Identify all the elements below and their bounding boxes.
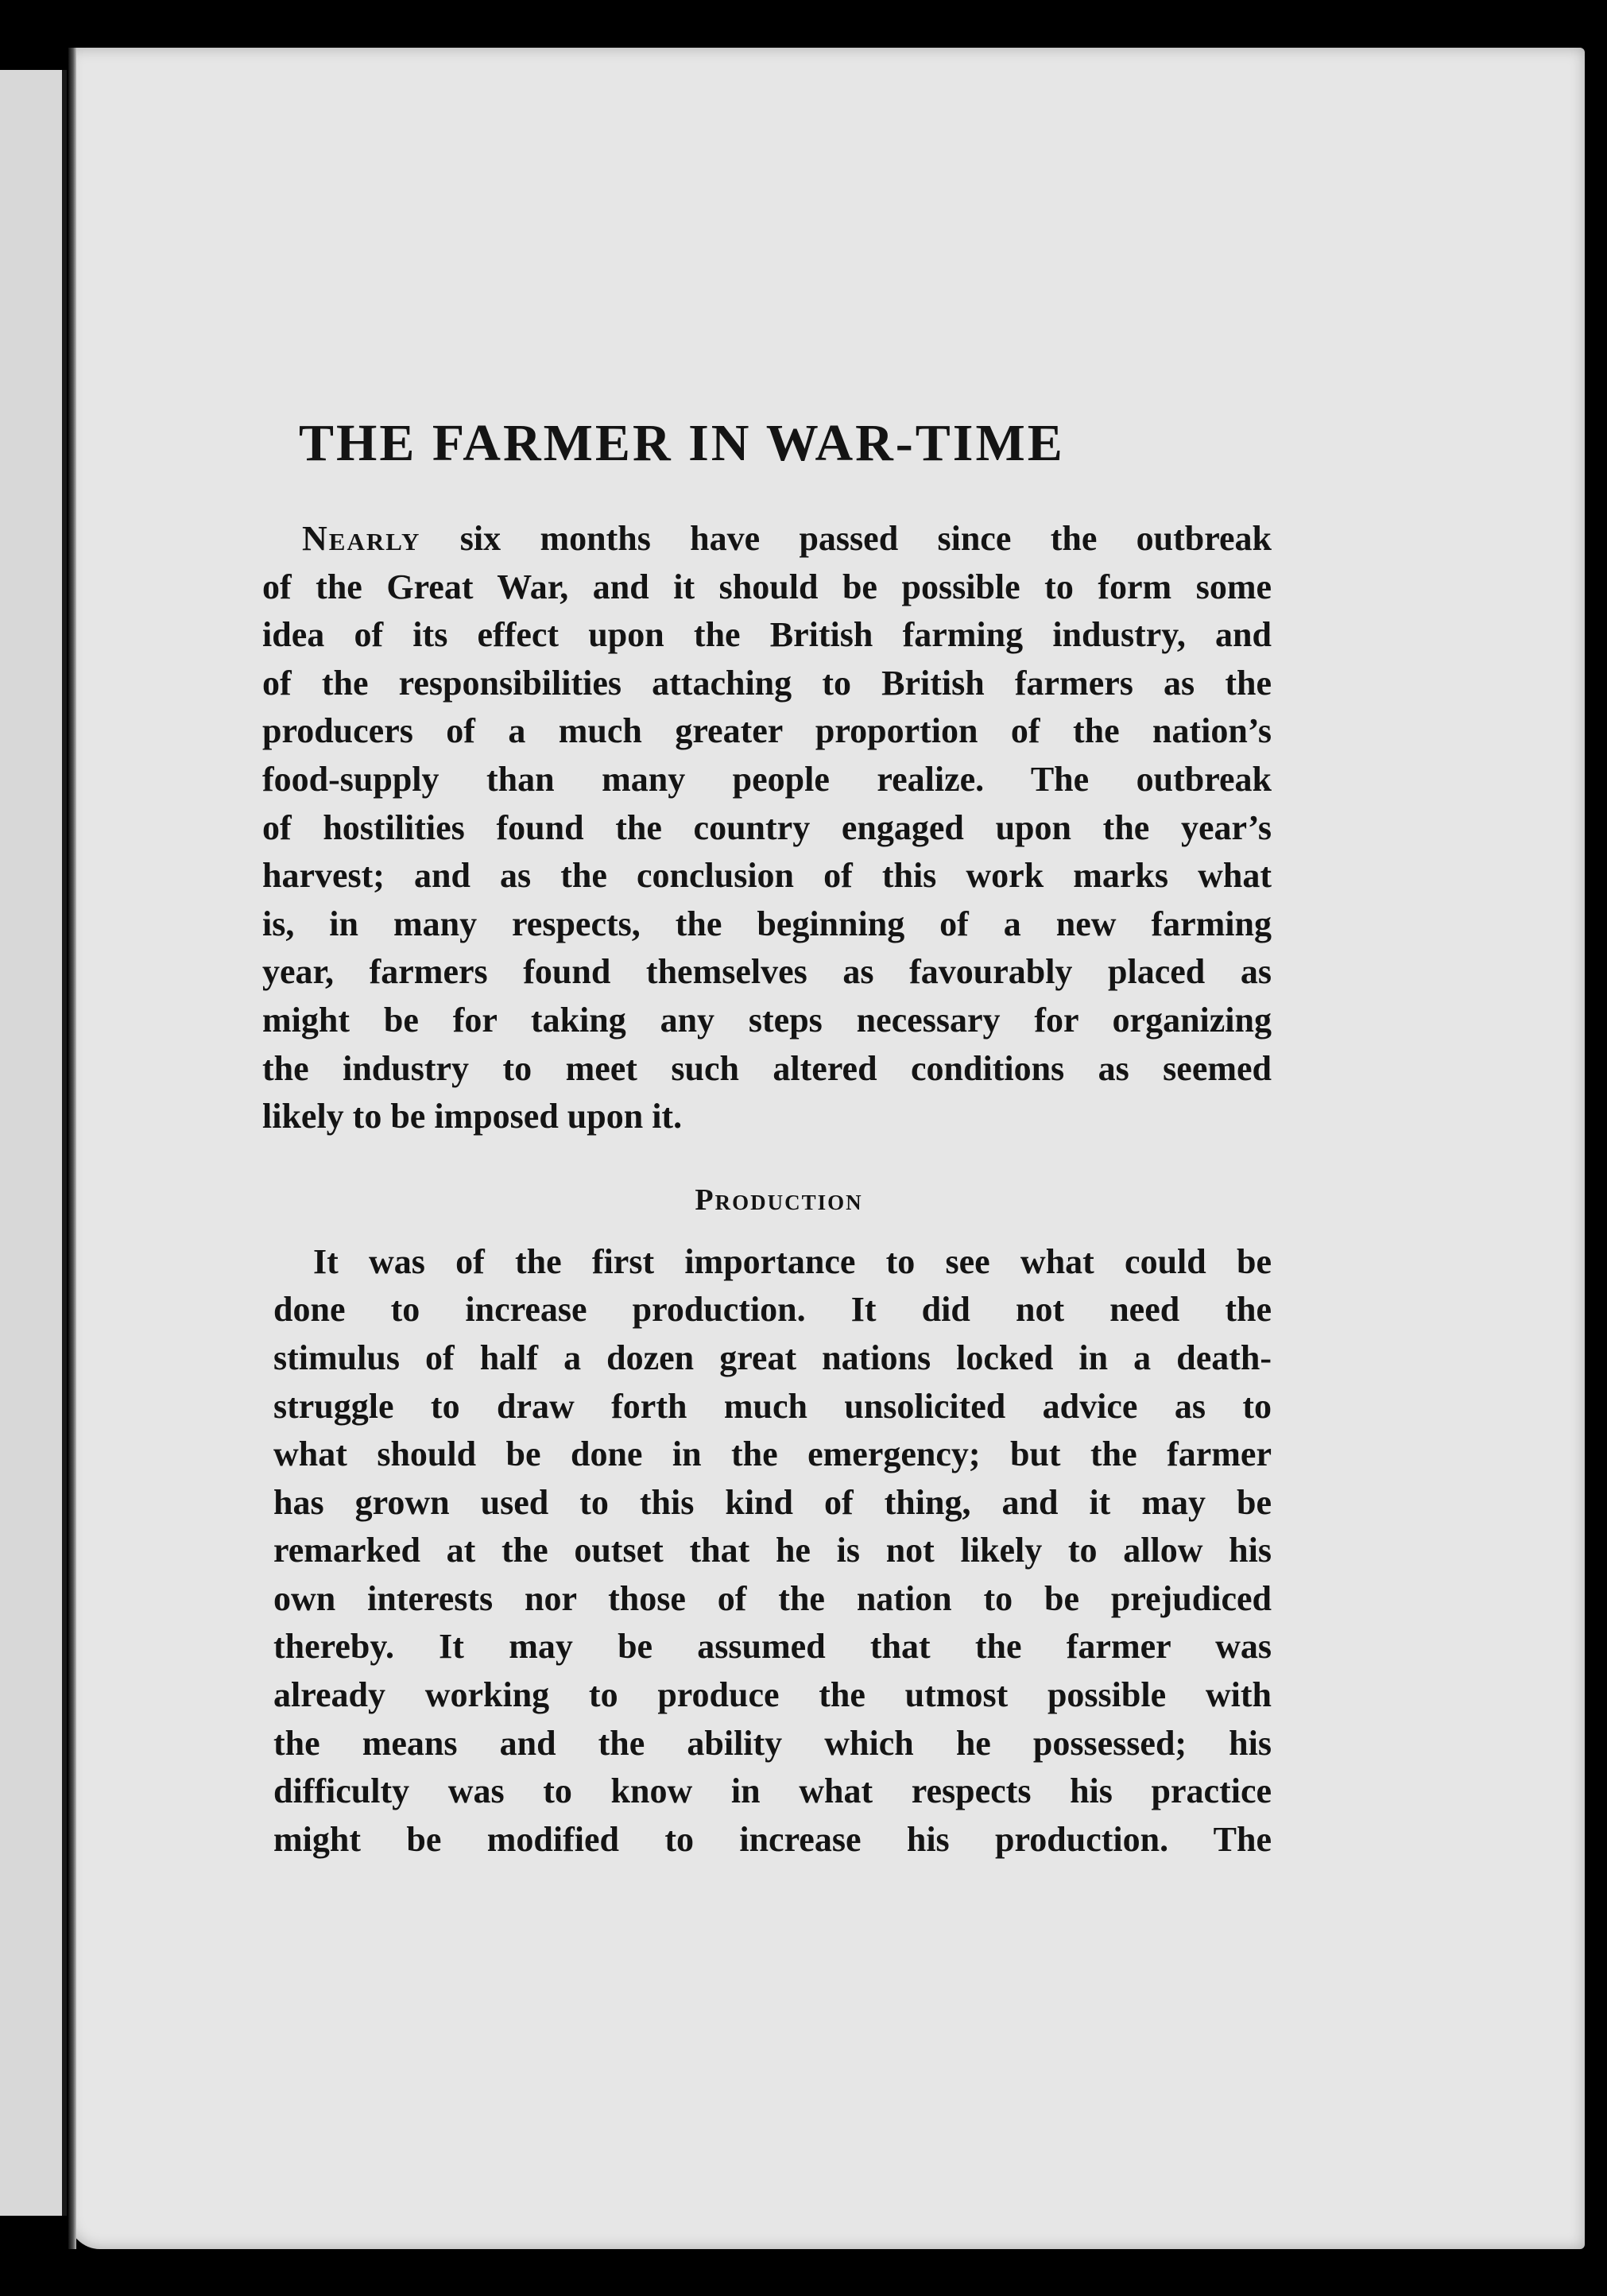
paragraph-line: stimulus of half a dozen great nations locked in a death- bbox=[273, 1338, 1272, 1377]
paragraph-line: difficulty was to know in what respects his practice bbox=[273, 1771, 1272, 1811]
paragraph-line: what should be done in the emergency; but the farmer bbox=[273, 1435, 1272, 1474]
facing-page-edge bbox=[0, 70, 67, 2216]
paragraph-line: thereby. It may be assumed that the farmer was bbox=[273, 1627, 1272, 1667]
paragraph-line: has grown used to this kind of thing, and it may be bbox=[273, 1482, 1272, 1522]
production-paragraph bbox=[273, 1238, 1272, 1864]
paragraph-line: food-supply than many people realize. The outbreak bbox=[262, 759, 1272, 799]
paragraph-line: likely to be imposed upon it. bbox=[262, 1097, 683, 1136]
paragraph-line: producers of a much greater proportion of the nation’s bbox=[262, 711, 1272, 751]
page-content bbox=[262, 413, 1272, 1864]
paragraph-line: harvest; and as the conclusion of this work marks what bbox=[262, 856, 1272, 896]
paragraph-line: might be modified to increase his production. The bbox=[273, 1819, 1272, 1859]
paragraph-line: It was of the first importance to see what could be bbox=[313, 1241, 1272, 1281]
paragraph-line: idea of its effect upon the British farming industry, and bbox=[262, 615, 1272, 655]
paragraph-line: is, in many respects, the beginning of a new farming bbox=[262, 904, 1272, 943]
paragraph-line: year, farmers found themselves as favourably placed as bbox=[262, 952, 1272, 992]
intro-paragraph bbox=[262, 515, 1272, 1141]
chapter-title: THE FARMER IN WAR-TIME bbox=[299, 414, 1065, 472]
paragraph-line: done to increase production. It did not need the bbox=[273, 1290, 1272, 1330]
lead-word: Nearly bbox=[302, 519, 421, 558]
paragraph-line: of the responsibilities attaching to British farmers as the bbox=[262, 663, 1272, 703]
paragraph-line: struggle to draw forth much unsolicited advice as to bbox=[273, 1386, 1272, 1426]
paragraph-line: Nearly six months have passed since the outbreak bbox=[302, 519, 1272, 558]
page-gutter-shadow bbox=[68, 48, 76, 2249]
paragraph-line: of hostilities found the country engaged upon the year’s bbox=[262, 807, 1272, 847]
paragraph-line: might be for taking any steps necessary for organizing bbox=[262, 1000, 1272, 1040]
section-heading: Production bbox=[695, 1183, 863, 1217]
paragraph-line: own interests nor those of the nation to be prejudiced bbox=[273, 1578, 1272, 1618]
paragraph-line: already working to produce the utmost possible with bbox=[273, 1675, 1272, 1715]
paragraph-line: remarked at the outset that he is not likely to allow his bbox=[273, 1531, 1272, 1570]
paragraph-line: of the Great War, and it should be possible to form some bbox=[262, 567, 1272, 606]
paragraph-line: the means and the ability which he possessed; his bbox=[273, 1723, 1272, 1763]
paragraph-line: the industry to meet such altered conditions as seemed bbox=[262, 1048, 1272, 1088]
